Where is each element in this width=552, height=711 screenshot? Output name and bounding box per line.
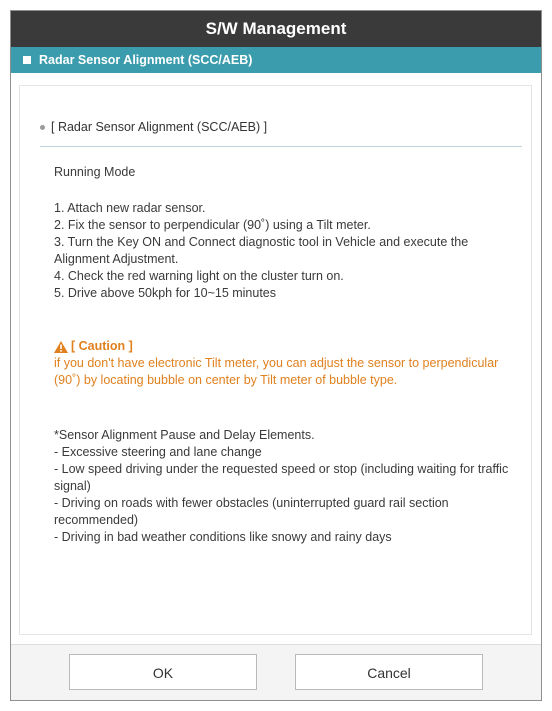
panel-heading-text: [ Radar Sensor Alignment (SCC/AEB) ] bbox=[51, 120, 268, 134]
heading-divider bbox=[40, 146, 522, 147]
panel-heading bbox=[40, 120, 267, 134]
dialog-footer bbox=[11, 644, 541, 700]
square-bullet-icon bbox=[23, 56, 31, 64]
step-item: 5. Drive above 50kph for 10~15 minutes bbox=[54, 286, 277, 300]
caution-block bbox=[54, 338, 524, 389]
section-label: Radar Sensor Alignment (SCC/AEB) bbox=[39, 53, 253, 67]
note-item: - Driving in bad weather conditions like snowy and rainy days bbox=[54, 530, 392, 544]
bullet-dot-icon bbox=[40, 125, 45, 130]
step-item: 3. Turn the Key ON and Connect diagnostic tool in Vehicle and execute the Alignment Adjustment. bbox=[54, 235, 469, 266]
step-item: 2. Fix the sensor to perpendicular (90˚) using a Tilt meter. bbox=[54, 218, 371, 232]
warning-triangle-icon bbox=[54, 341, 68, 353]
cancel-button[interactable]: Cancel bbox=[295, 654, 483, 690]
note-item: - Driving on roads with fewer obstacles (uninterrupted guard rail section recommended) bbox=[54, 496, 449, 527]
steps-list bbox=[54, 200, 524, 302]
dialog-title: S/W Management bbox=[11, 11, 541, 47]
caution-title-text: [ Caution ] bbox=[71, 339, 133, 353]
step-item: 1. Attach new radar sensor. bbox=[54, 201, 206, 215]
notes-list bbox=[54, 427, 524, 546]
note-item: - Low speed driving under the requested speed or stop (including waiting for traffic signal) bbox=[54, 462, 509, 493]
notes-title: *Sensor Alignment Pause and Delay Elements. bbox=[54, 428, 315, 442]
note-item: - Excessive steering and lane change bbox=[54, 445, 262, 459]
info-panel bbox=[19, 85, 532, 635]
step-item: 4. Check the red warning light on the cluster turn on. bbox=[54, 269, 344, 283]
running-mode-title: Running Mode bbox=[54, 165, 136, 179]
content-area[interactable] bbox=[11, 73, 541, 646]
section-header bbox=[11, 47, 541, 73]
caution-text: if you don't have electronic Tilt meter, you can adjust the sensor to perpendicular (90˚) by locating bubble on center by Tilt meter of bubble type. bbox=[54, 356, 499, 387]
caution-title bbox=[54, 338, 524, 355]
sw-management-dialog bbox=[10, 10, 542, 701]
ok-button[interactable]: OK bbox=[69, 654, 257, 690]
running-mode-block bbox=[54, 164, 524, 181]
